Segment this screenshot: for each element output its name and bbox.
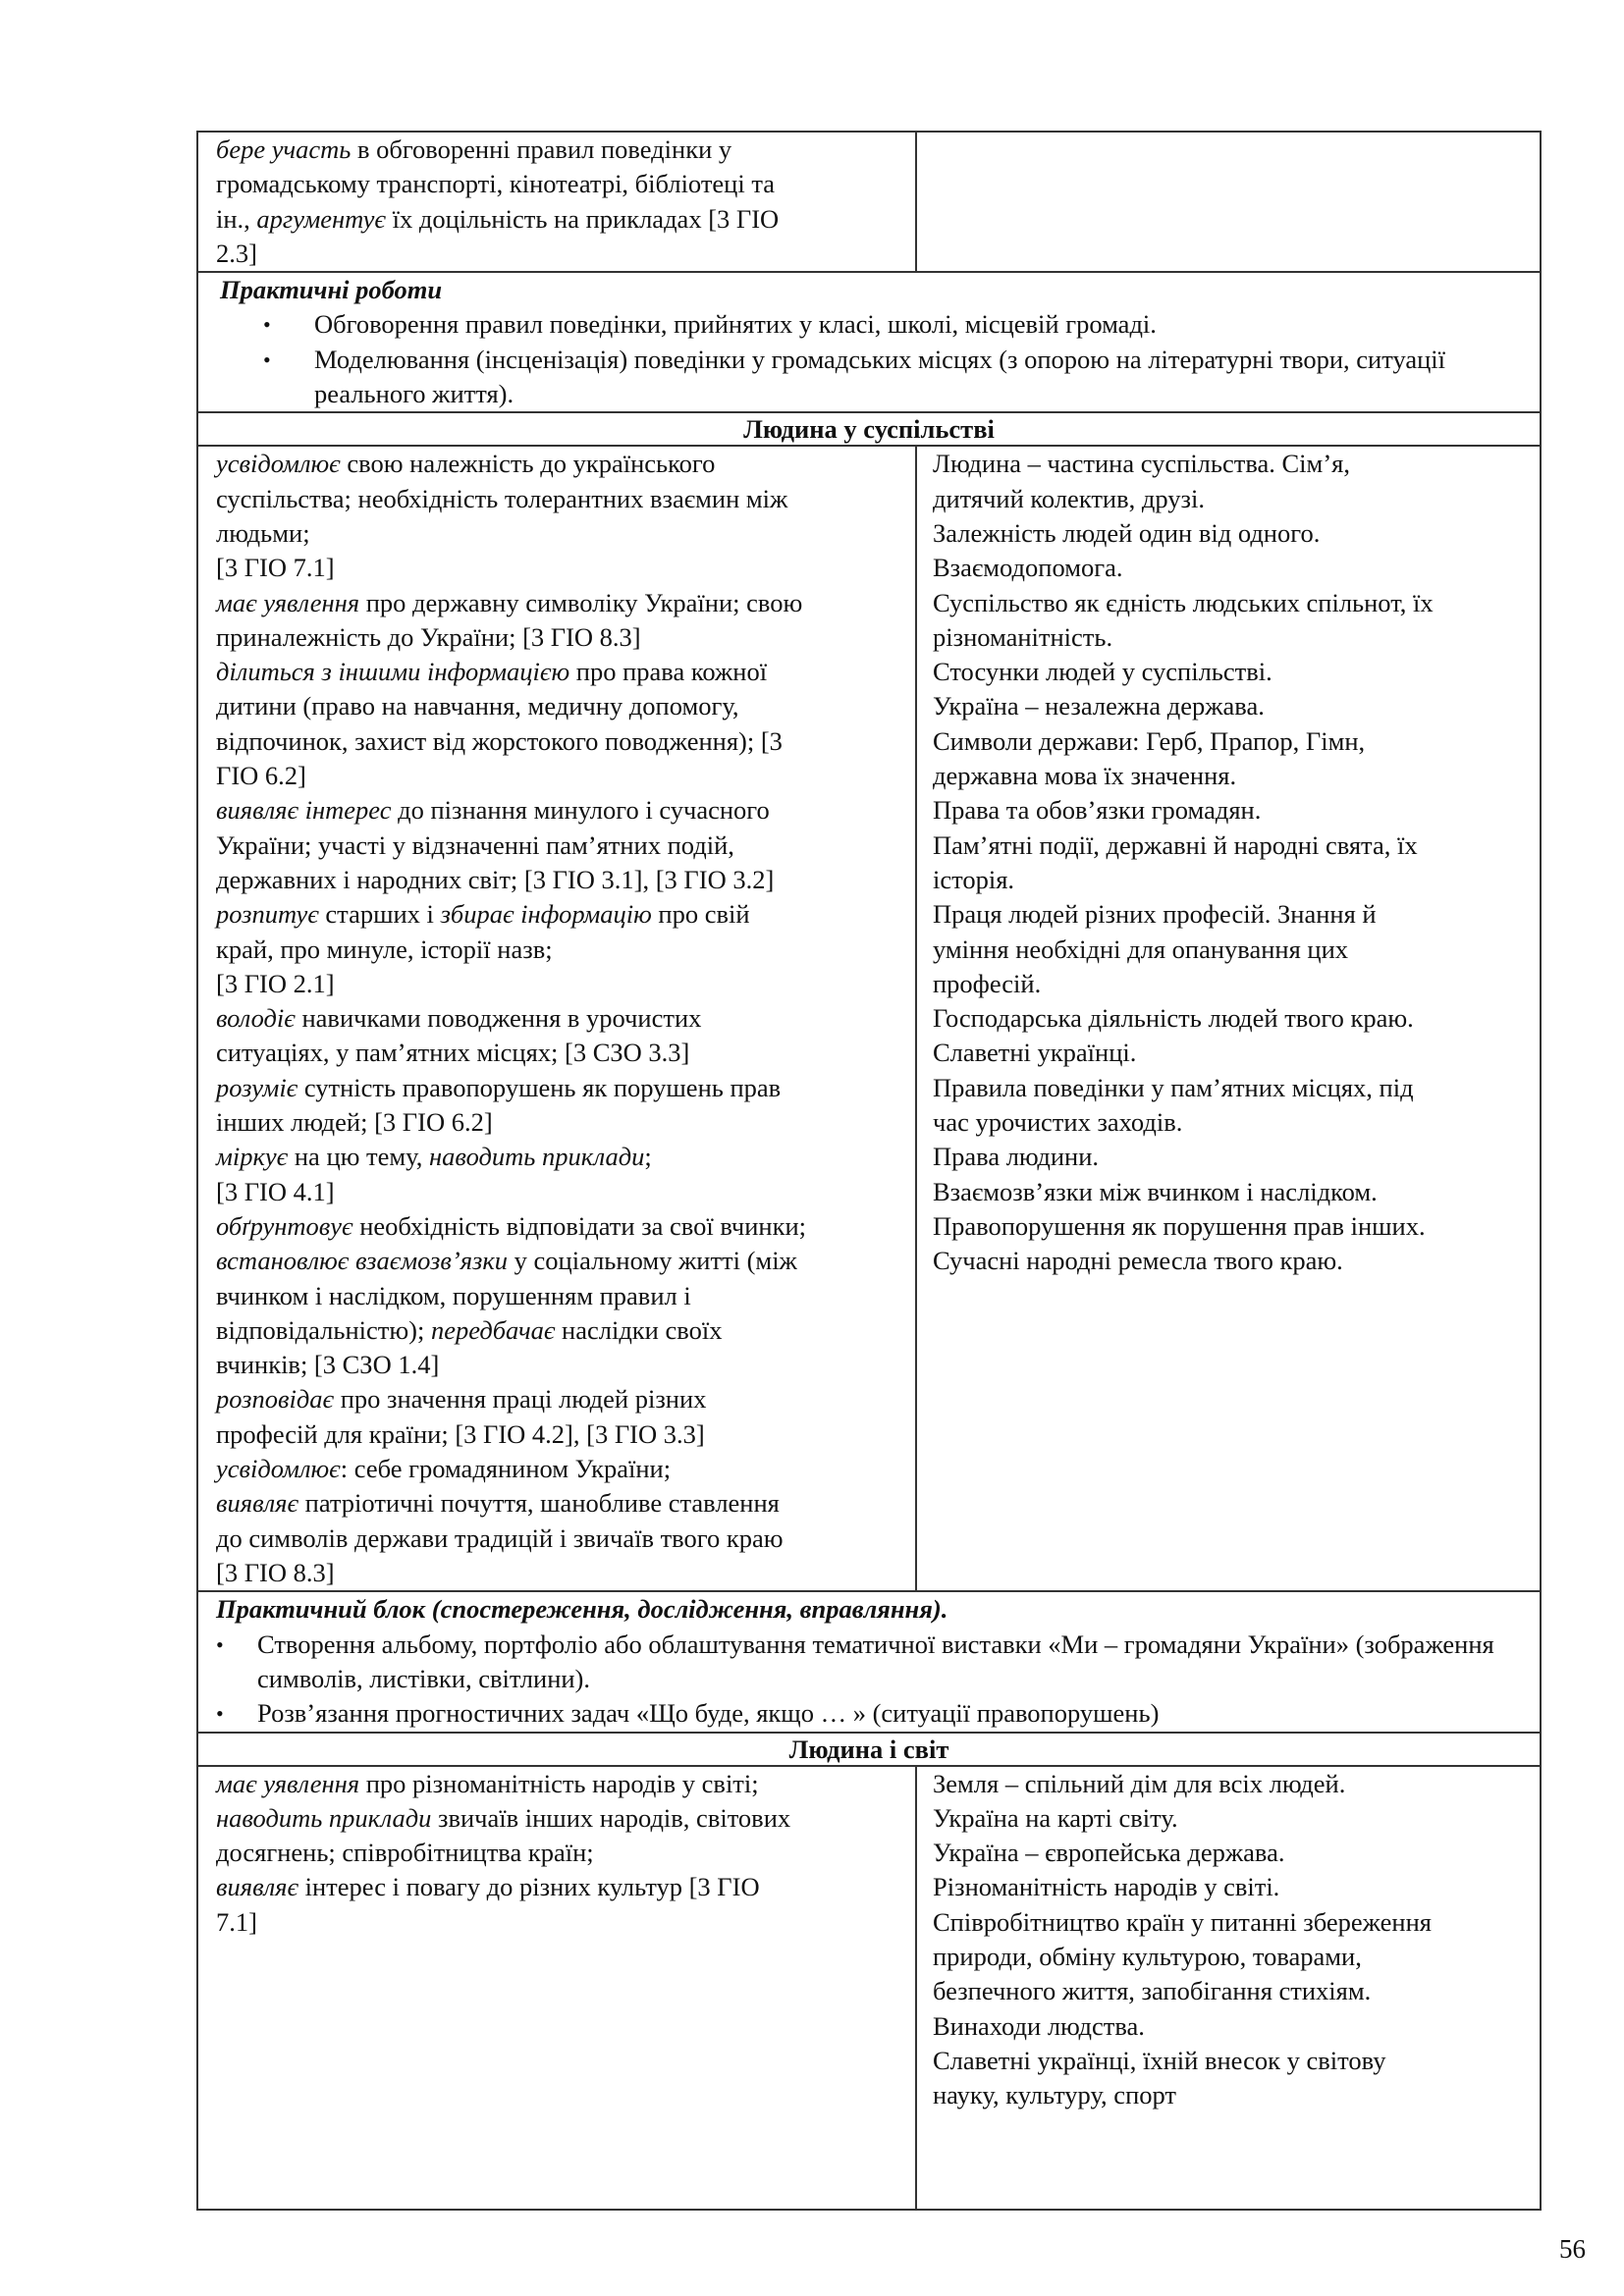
text-segment: відпочинок, захист від жорстокого поводження); [3 (216, 725, 783, 756)
plain-lines (933, 447, 1530, 1278)
practical-works-title: Практичні роботи (220, 275, 443, 305)
text-segment: вчинком і наслідком, порушенням правил і (216, 1280, 691, 1310)
text-line (216, 620, 905, 655)
practical-works-list (216, 307, 1530, 411)
text-segment: відповідальністю); (216, 1314, 431, 1345)
text-line: Суспільство як єдність людських спільнот, їх (933, 587, 1434, 617)
text-line (216, 897, 905, 932)
text-segment: дитини (право на навчання, медичну допомогу, (216, 691, 739, 721)
text-segment: наслідки своїх (555, 1314, 723, 1345)
text-line (216, 724, 905, 759)
text-segment: край, про минуле, історії назв; (216, 934, 553, 964)
text-segment: про права кожної (569, 657, 768, 687)
action-verb: передбачає (430, 1314, 556, 1345)
text-line (216, 1801, 905, 1836)
content-cell (916, 1766, 1541, 2210)
text-segment: про державну символіку України; свою (359, 587, 803, 617)
section-heading-society: Людина у суспільстві (197, 412, 1541, 446)
text-segment: [3 ГІО 8.3] (216, 1557, 335, 1587)
list-item: • Обговорення правил поведінки, прийнятих у класі, школі, місцевій громаді. (216, 307, 1530, 342)
text-segment: до пізнання минулого і сучасного (391, 795, 770, 826)
text-line (216, 967, 905, 1001)
text-line: Славетні українці. (933, 1038, 1137, 1068)
text-line (216, 1417, 905, 1452)
text-line: Правопорушення як порушення прав інших. (933, 1210, 1426, 1241)
text-line (216, 1313, 905, 1348)
bullet-icon: • (216, 1631, 224, 1657)
action-verb: бере участь (216, 134, 352, 164)
text-line: Взаємозв’язки між вчинком і наслідком. (933, 1176, 1378, 1206)
text-line: Сучасні народні ремесла твого краю. (933, 1246, 1343, 1276)
text-line: різноманітність. (933, 621, 1113, 652)
text-line (216, 1071, 905, 1105)
text-segment: в обговоренні правил поведінки у (351, 134, 732, 164)
text-line: Винаходи людства. (933, 2010, 1145, 2041)
text-line (216, 933, 905, 967)
action-verb: володіє (216, 1003, 296, 1034)
practical-block-cell (197, 1591, 1541, 1732)
text-segment: звичаїв інших народів, світових (431, 1802, 791, 1833)
table-row (197, 1591, 1541, 1732)
text-line: Людина – частина суспільства. Сім’я, (933, 449, 1350, 479)
action-verb: розуміє (216, 1072, 298, 1102)
text-line (216, 1486, 905, 1521)
text-segment: ін., (216, 203, 257, 234)
text-line: Пам’ятні події, державні й народні свята, їх (933, 829, 1418, 860)
text-line (216, 482, 905, 516)
text-line (216, 1001, 905, 1036)
practical-block-list (216, 1628, 1530, 1732)
list-item: • Розв’язання прогностичних задач «Що буде, якщо … » (ситуації правопорушень) (216, 1696, 1530, 1731)
action-verb: ділиться з іншими інформацією (216, 657, 570, 687)
text-line: Різноманітність народів у світі. (933, 1872, 1280, 1902)
bullet-icon: • (263, 312, 271, 338)
action-verb: аргументує (256, 203, 386, 234)
text-segment: інтерес і повагу до різних культур [3 ГІО (298, 1872, 760, 1902)
content-cell-empty (916, 132, 1541, 272)
outcomes-cell (197, 1766, 916, 2210)
text-line: час урочистих заходів. (933, 1107, 1183, 1138)
text-line: Україна – незалежна держава. (933, 691, 1265, 721)
text-line: Стосунки людей у суспільстві. (933, 657, 1272, 687)
action-verb: встановлює взаємозв’язки (216, 1246, 509, 1276)
text-segment: на цю тему, (288, 1142, 430, 1172)
text-line: Україна на карті світу. (933, 1802, 1178, 1833)
text-line (216, 863, 905, 897)
text-line: Праця людей різних професій. Знання й (933, 899, 1377, 930)
text-segment: навичками поводження в урочистих (295, 1003, 702, 1034)
section-heading-world: Людина і світ (197, 1733, 1541, 1766)
text-line: Права та обов’язки громадян. (933, 795, 1262, 826)
action-verb: усвідомлює (216, 449, 341, 479)
bullet-icon: • (216, 1701, 224, 1727)
text-line (216, 167, 905, 201)
text-line (216, 1522, 905, 1556)
text-line: Україна – європейська держава. (933, 1838, 1285, 1868)
table-row (197, 1766, 1541, 2210)
text-line: професій. (933, 968, 1042, 998)
text-line: Взаємодопомога. (933, 553, 1123, 583)
text-line (216, 447, 905, 481)
text-segment: необхідність відповідати за свої вчинки; (352, 1210, 806, 1241)
text-line (216, 1244, 905, 1278)
text-segment: [3 ГІО 4.1] (216, 1176, 335, 1206)
text-line: Символи держави: Герб, Прапор, Гімн, (933, 725, 1366, 756)
text-line (216, 1105, 905, 1140)
text-line: Права людини. (933, 1142, 1100, 1172)
practical-works-cell (197, 272, 1541, 412)
list-item: • Створення альбому, портфоліо або облаштування тематичної виставки «Ми – громадяни України» (зображення символів, листівки, світлини). (216, 1629, 1494, 1693)
text-line: природи, обміну культурою, товарами, (933, 1942, 1362, 1972)
text-line (216, 1348, 905, 1382)
text-segment: старших і (318, 899, 441, 930)
text-line (216, 1905, 905, 1940)
text-line (216, 1556, 905, 1590)
text-line: Залежність людей один від одного. (933, 517, 1321, 548)
text-line (216, 1175, 905, 1209)
text-line (216, 759, 905, 793)
text-segment: їх доцільність на прикладах [3 ГІО (385, 203, 780, 234)
text-line (216, 1382, 905, 1416)
text-line (216, 237, 905, 271)
table-row (197, 272, 1541, 412)
text-segment: 2.3] (216, 238, 257, 268)
action-verb: виявляє інтерес (216, 795, 392, 826)
text-line (216, 202, 905, 237)
text-segment: ситуаціях, у пам’ятних місцях; [3 СЗО 3.3] (216, 1038, 690, 1068)
text-line: Славетні українці, їхній внесок у світову (933, 2045, 1386, 2075)
text-line: Співробітництво країн у питанні збереження (933, 1906, 1432, 1937)
text-segment: приналежність до України; [3 ГІО 8.3] (216, 621, 641, 652)
text-segment: : себе громадянином України; (340, 1453, 672, 1483)
text-segment: України; участі у відзначенні пам’ятних подій, (216, 829, 734, 860)
plain-lines (933, 1767, 1530, 2113)
outcomes-cell (197, 132, 916, 272)
text-line (216, 1870, 905, 1904)
text-segment: людьми; (216, 517, 310, 548)
text-line (216, 133, 905, 167)
text-segment: патріотичні почуття, шанобливе ставлення (298, 1488, 780, 1519)
content-cell (916, 446, 1541, 1591)
action-verb: виявляє (216, 1488, 299, 1519)
text-segment: про значення праці людей різних (334, 1384, 707, 1415)
text-line: історія. (933, 864, 1015, 894)
curriculum-table (196, 131, 1542, 2211)
text-segment: ; (644, 1142, 652, 1172)
text-line: державна мова їх значення. (933, 761, 1237, 791)
text-segment: ГІО 6.2] (216, 761, 306, 791)
text-segment: вчинків; [3 СЗО 1.4] (216, 1350, 440, 1380)
text-segment: про різноманітність народів у світі; (359, 1768, 759, 1798)
action-verb: розпитує (216, 899, 319, 930)
table-row (197, 1733, 1541, 1766)
text-line: уміння необхідні для опанування цих (933, 934, 1349, 964)
text-segment: сутність правопорушень як порушень прав (298, 1072, 782, 1102)
table-row (197, 132, 1541, 272)
table-row (197, 412, 1541, 446)
text-line (216, 1767, 905, 1801)
text-line: Земля – спільний дім для всіх людей. (933, 1768, 1346, 1798)
text-line (216, 1036, 905, 1070)
page-number: 56 (1559, 2234, 1586, 2264)
text-line: науку, культуру, спорт (933, 2080, 1176, 2110)
text-segment: у соціальному житті (між (508, 1246, 797, 1276)
action-verb: усвідомлює (216, 1453, 341, 1483)
text-line (216, 1279, 905, 1313)
text-segment: [3 ГІО 2.1] (216, 968, 335, 998)
text-line: Правила поведінки у пам’ятних місцях, під (933, 1072, 1414, 1102)
text-segment: суспільства; необхідність толерантних взаємин між (216, 483, 788, 513)
text-segment: професій для країни; [3 ГІО 4.2], [3 ГІО 3.3] (216, 1418, 705, 1449)
rich-lines (216, 1767, 905, 1940)
rich-lines (216, 133, 905, 271)
text-segment: [3 ГІО 7.1] (216, 553, 335, 583)
text-line: Господарська діяльність людей твого краю. (933, 1003, 1414, 1034)
text-line (216, 655, 905, 689)
text-line (216, 1452, 905, 1486)
text-line: дитячий колектив, друзі. (933, 483, 1205, 513)
action-verb: міркує (216, 1142, 289, 1172)
action-verb: має уявлення (216, 587, 360, 617)
text-segment: до символів держави традицій і звичаїв твого краю (216, 1522, 784, 1553)
text-line (216, 586, 905, 620)
action-verb: має уявлення (216, 1768, 360, 1798)
text-line (216, 828, 905, 863)
bullet-icon: • (263, 347, 271, 372)
text-segment: про свій (651, 899, 750, 930)
action-verb: виявляє (216, 1872, 299, 1902)
text-segment: досягнень; співробітництва країн; (216, 1838, 594, 1868)
text-segment: інших людей; [3 ГІО 6.2] (216, 1107, 493, 1138)
action-verb: розповідає (216, 1384, 335, 1415)
text-line (216, 1836, 905, 1870)
rich-lines (216, 447, 905, 1590)
action-verb: збирає інформацію (440, 899, 652, 930)
text-segment: державних і народних світ; [3 ГІО 3.1], [3 ГІО 3.2] (216, 864, 775, 894)
text-segment: громадському транспорті, кінотеатрі, бібліотеці та (216, 169, 776, 199)
action-verb: обґрунтовує (216, 1210, 353, 1241)
outcomes-cell (197, 446, 916, 1591)
text-line (216, 793, 905, 828)
text-line (216, 516, 905, 551)
text-line (216, 1209, 905, 1244)
list-item: • Моделювання (інсценізація) поведінки у громадських місцях (з опорою на літературні твори, ситуації реального життя). (263, 344, 1446, 409)
action-verb: наводить приклади (429, 1142, 645, 1172)
practical-block-title: Практичний блок (спостереження, дослідження, вправляння). (216, 1594, 948, 1625)
text-line: безпечного життя, запобігання стихіям. (933, 1976, 1372, 2006)
table-row (197, 446, 1541, 1591)
text-line (216, 551, 905, 585)
text-line (216, 689, 905, 723)
text-segment: 7.1] (216, 1906, 257, 1937)
text-line (216, 1140, 905, 1174)
action-verb: наводить приклади (216, 1802, 432, 1833)
text-segment: свою належність до українського (340, 449, 716, 479)
